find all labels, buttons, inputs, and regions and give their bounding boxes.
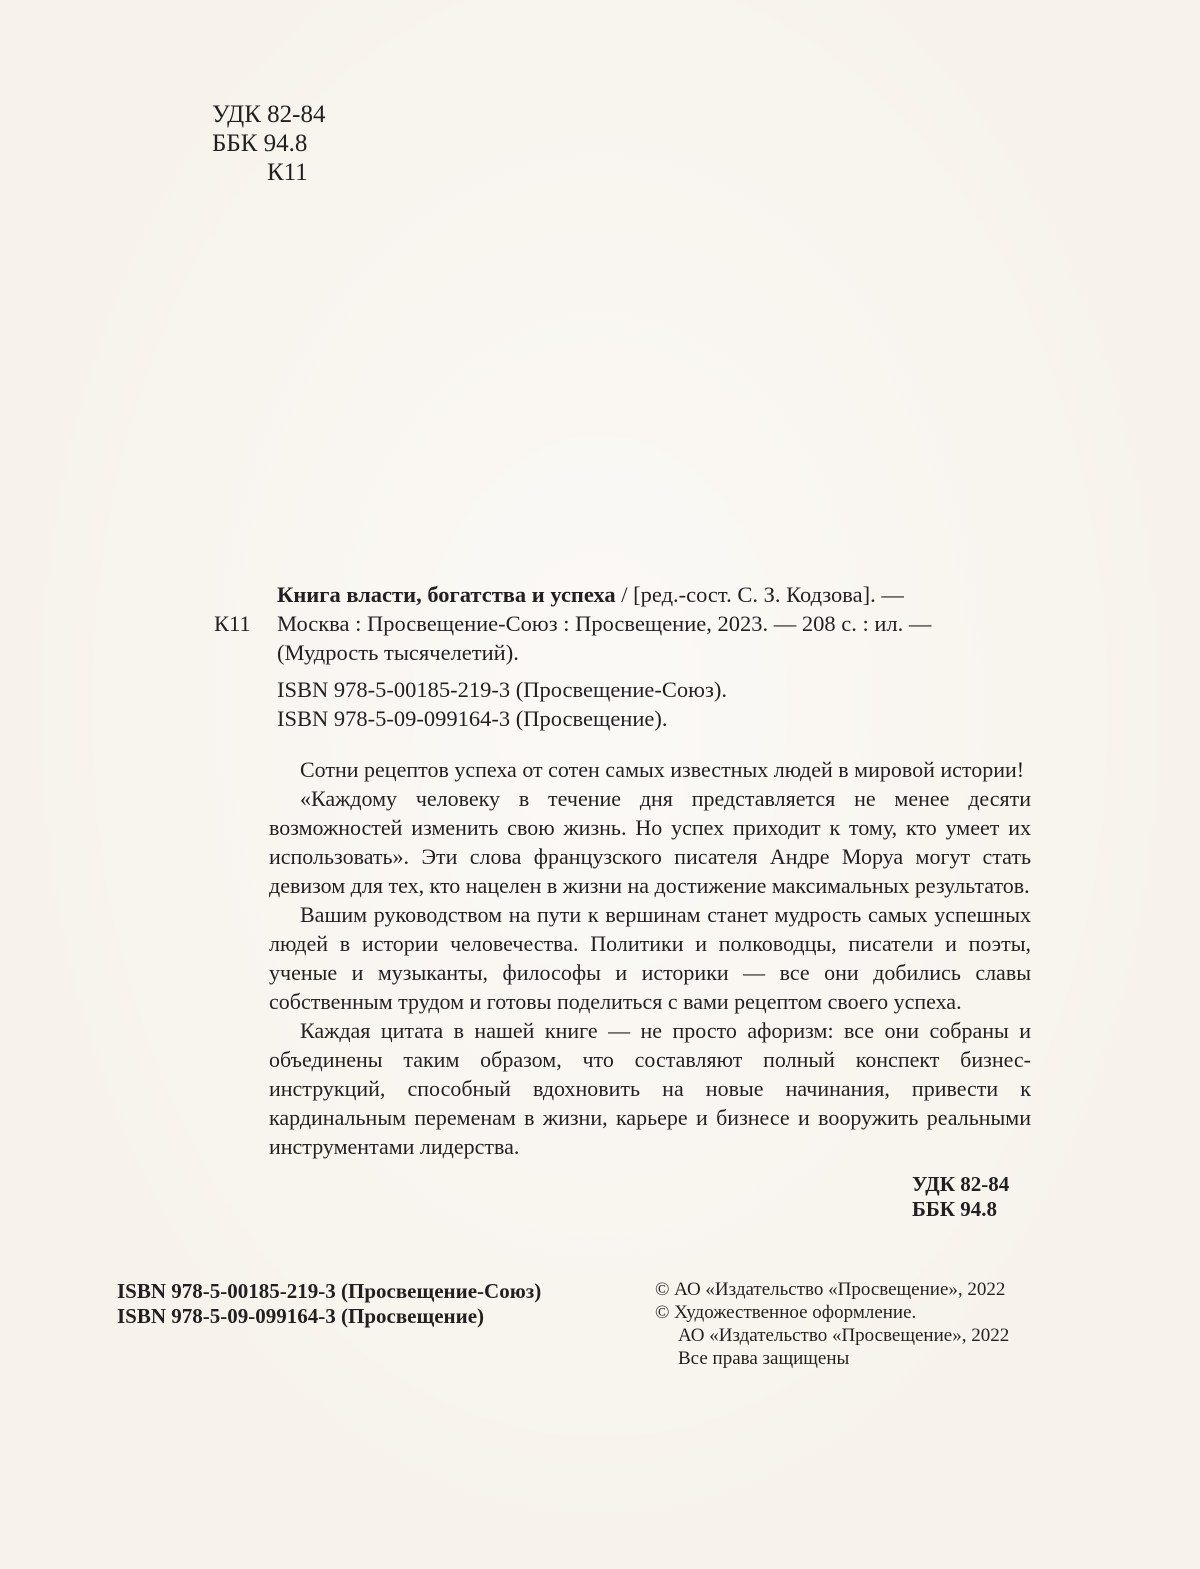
top-classification-codes bbox=[212, 100, 325, 187]
biblio-line-1 bbox=[277, 580, 1037, 609]
top-bbk-code: ББК 94.8 bbox=[212, 130, 308, 157]
book-title: Книга власти, богатства и успеха bbox=[277, 582, 616, 607]
biblio-isbn-2: ISBN 978-5-09-099164-3 (Просвещение). bbox=[277, 706, 668, 731]
biblio-line-2: Москва : Просвещение-Союз : Просвещение, 2023. — 208 с. : ил. — bbox=[277, 611, 932, 636]
bibliographic-record bbox=[277, 580, 1037, 733]
annotation-paragraph-3: Вашим руководством на пути к вершинам станет мудрость самых успешных людей в истории человечества. Политики и полководцы, писатели и поэты, ученые и музыканты, философы и историки — все они добились славы собственным трудом и готовы поделиться с вами рецептом своего успеха. bbox=[269, 902, 1031, 1014]
copyright-line-3: АО «Издательство «Просвещение», 2022 bbox=[678, 1325, 1010, 1346]
bottom-isbn-2: ISBN 978-5-09-099164-3 (Просвещение) bbox=[117, 1304, 485, 1328]
bottom-classification-codes bbox=[912, 1172, 1009, 1222]
copyright-line-1: © АО «Издательство «Просвещение», 2022 bbox=[655, 1279, 1006, 1300]
annotation bbox=[269, 755, 1031, 1161]
biblio-isbn-1: ISBN 978-5-00185-219-3 (Просвещение-Союз). bbox=[277, 677, 727, 702]
top-udk-code: УДК 82-84 bbox=[212, 101, 326, 128]
bottom-isbn-block bbox=[117, 1279, 541, 1329]
top-author-mark: К11 bbox=[267, 159, 308, 186]
copyright-block bbox=[655, 1278, 1009, 1370]
biblio-isbn-block bbox=[277, 675, 1037, 733]
bottom-isbn-1: ISBN 978-5-00185-219-3 (Просвещение-Союз) bbox=[117, 1279, 542, 1303]
biblio-line-3: (Мудрость тысячелетий). bbox=[277, 640, 519, 665]
bottom-bbk-code: ББК 94.8 bbox=[912, 1197, 997, 1221]
annotation-paragraph-1: Сотни рецептов успеха от сотен самых известных людей в мировой истории! bbox=[300, 757, 1025, 782]
copyright-line-2: © Художественное оформление. bbox=[655, 1302, 917, 1323]
biblio-editor: / [ред.-сост. С. З. Кодзова]. — bbox=[615, 582, 904, 607]
bottom-udk-code: УДК 82-84 bbox=[912, 1172, 1010, 1196]
copyright-line-4: Все права защищены bbox=[678, 1348, 850, 1369]
biblio-author-mark: К11 bbox=[214, 611, 251, 636]
annotation-paragraph-4: Каждая цитата в нашей книге — не просто афоризм: все они собраны и объединены таким образом, что составляют полный конспект бизнес-инструкций, способный вдохновить на новые начинания, привести к кардинальным переменам в жизни, карьере и бизнесе и вооружить реальными инструментами лидерства. bbox=[269, 1018, 1031, 1159]
annotation-paragraph-2: «Каждому человеку в течение дня представляется не менее десяти возможностей изменить свою жизнь. Но успех приходит к тому, кто умеет их использовать». Эти слова французского писателя Андре Моруа могут стать девизом для тех, кто нацелен в жизни на достижение максимальных результатов. bbox=[269, 786, 1031, 898]
